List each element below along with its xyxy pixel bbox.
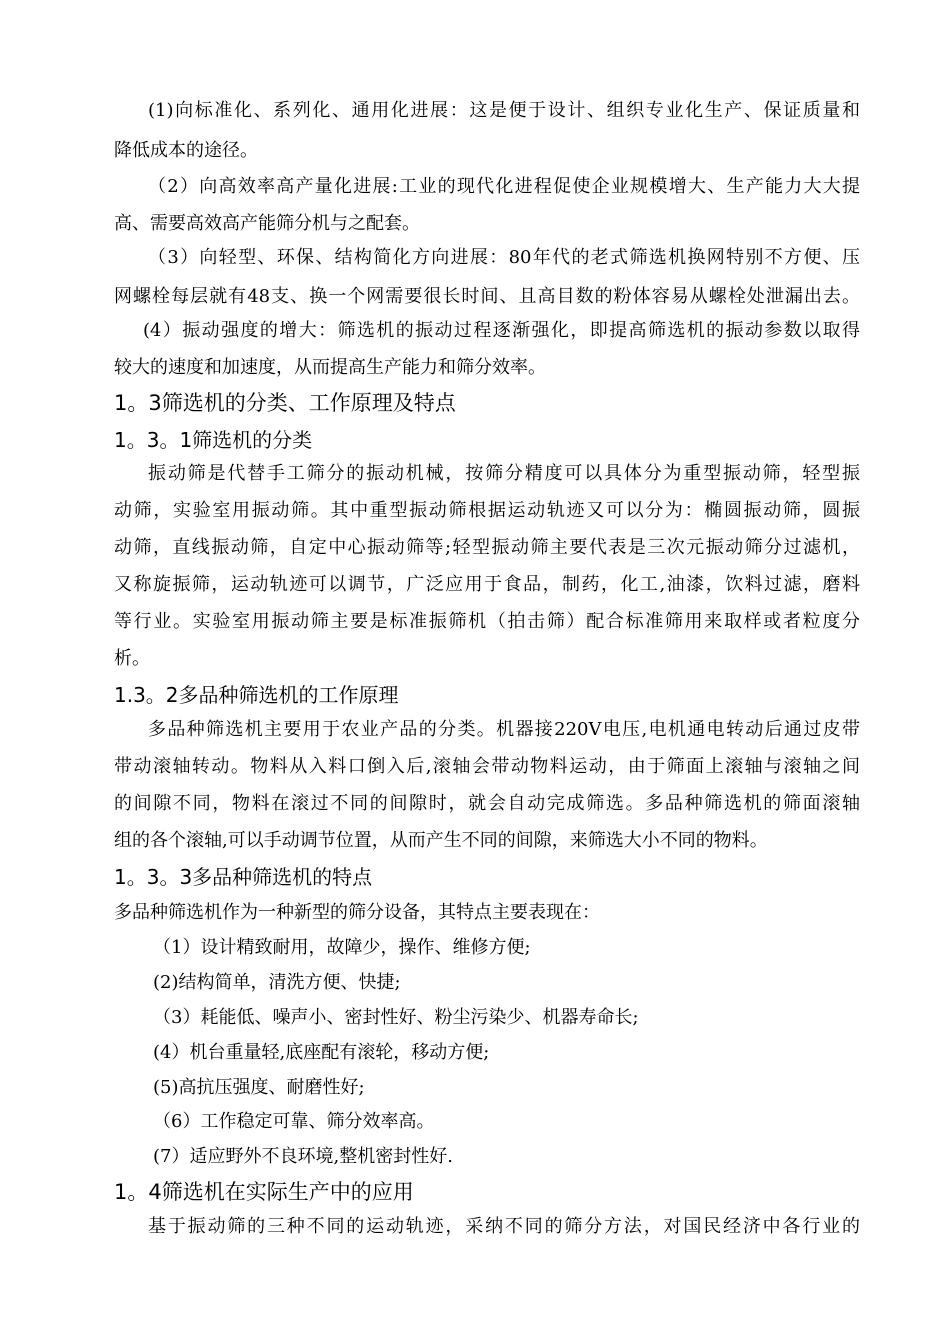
para-1-3-1-line-5: 等行业。实验室用振动筛主要是标准振筛机（拍击筛）配合标准筛用来取样或者粒度分: [114, 611, 860, 632]
intro-line-2: 降低成本的途径。: [114, 140, 258, 161]
section-heading-1-3-1: 1。3。1筛选机的分类: [114, 428, 313, 452]
intro-line-3: （2）向高效率高产量化进展:工业的现代化进程促使企业规模增大、生产能力大大提: [148, 176, 860, 197]
para-1-3-2-line-2: 带动滚轴转动。物料从入料口倒入后,滚轴会带动物料运动，由于筛面上滚轴与滚轴之间: [114, 756, 860, 777]
para-1-3-2-line-3: 的间隙不同，物料在滚过不同的间隙时，就会自动完成筛选。多品种筛选机的筛面滚轴: [114, 793, 860, 814]
intro-line-8: 较大的速度和加速度，从而提高生产能力和筛分效率。: [114, 357, 546, 378]
para-1-3-2-line-1: 多品种筛选机主要用于农业产品的分类。机器接220V电压,电机通电转动后通过皮带: [148, 719, 860, 740]
feature-item-1: （1）设计精致耐用，故障少，操作、维修方便;: [153, 937, 531, 958]
intro-line-7: (4）振动强度的增大：筛选机的振动过程逐渐强化，即提高筛选机的振动参数以取得: [143, 320, 860, 341]
section-heading-1-3-3: 1。3。3多品种筛选机的特点: [114, 865, 373, 889]
para-1-3-1-line-6: 析。: [114, 648, 150, 669]
feature-item-5: (5)高抗压强度、耐磨性好;: [153, 1077, 365, 1098]
para-1-3-1-line-1: 振动筛是代替手工筛分的振动机械，按筛分精度可以具体分为重型振动筛，轻型振: [148, 463, 860, 484]
feature-item-7: (7）适应野外不良环境,整机密封性好.: [153, 1146, 453, 1167]
intro-line-6: 网螺栓每层就有48支、换一个网需要很长时间、且高目数的粉体容易从螺栓处泄漏出去。: [114, 286, 860, 307]
section-heading-1-3: 1。3筛选机的分类、工作原理及特点: [114, 391, 456, 415]
section-heading-1-3-2: 1.3。2多品种筛选机的工作原理: [114, 683, 399, 707]
para-1-3-1-line-4: 又称旋振筛，运动轨迹可以调节，广泛应用于食品，制药，化工,油漆，饮料过滤，磨料: [114, 574, 860, 595]
feature-item-4: (4）机台重量轻,底座配有滚轮，移动方便;: [153, 1042, 490, 1063]
intro-line-5: （3）向轻型、环保、结构简化方向进展：80年代的老式筛选机换网特别不方便、压: [148, 247, 860, 268]
para-1-3-1-line-2: 动筛，实验室用振动筛。其中重型振动筛根据运动轨迹又可以分为：椭圆振动筛，圆振: [114, 500, 860, 521]
feature-item-2: (2)结构简单，清洗方便、快捷;: [153, 972, 401, 993]
feature-item-3: （3）耗能低、噪声小、密封性好、粉尘污染少、机器寿命长;: [153, 1007, 639, 1028]
intro-line-1: (1)向标准化、系列化、通用化进展：这是便于设计、组织专业化生产、保证质量和: [148, 100, 860, 121]
para-1-3-2-line-4: 组的各个滚轴,可以手动调节位置，从而产生不同的间隙，来筛选大小不同的物料。: [114, 830, 768, 851]
para-1-3-1-line-3: 动筛，直线振动筛，自定中心振动筛等;轻型振动筛主要代表是三次元振动筛分过滤机，: [114, 537, 860, 558]
section-heading-1-4: 1。4筛选机在实际生产中的应用: [114, 1180, 414, 1204]
para-1-3-3-intro: 多品种筛选机作为一种新型的筛分设备，其特点主要表现在：: [114, 902, 600, 923]
feature-item-6: （6）工作稳定可靠、筛分效率高。: [153, 1111, 435, 1132]
intro-line-4: 高、需要高效高产能筛分机与之配套。: [114, 213, 420, 234]
para-1-4-line-1: 基于振动筛的三种不同的运动轨迹，采纳不同的筛分方法，对国民经济中各行业的: [148, 1216, 860, 1237]
